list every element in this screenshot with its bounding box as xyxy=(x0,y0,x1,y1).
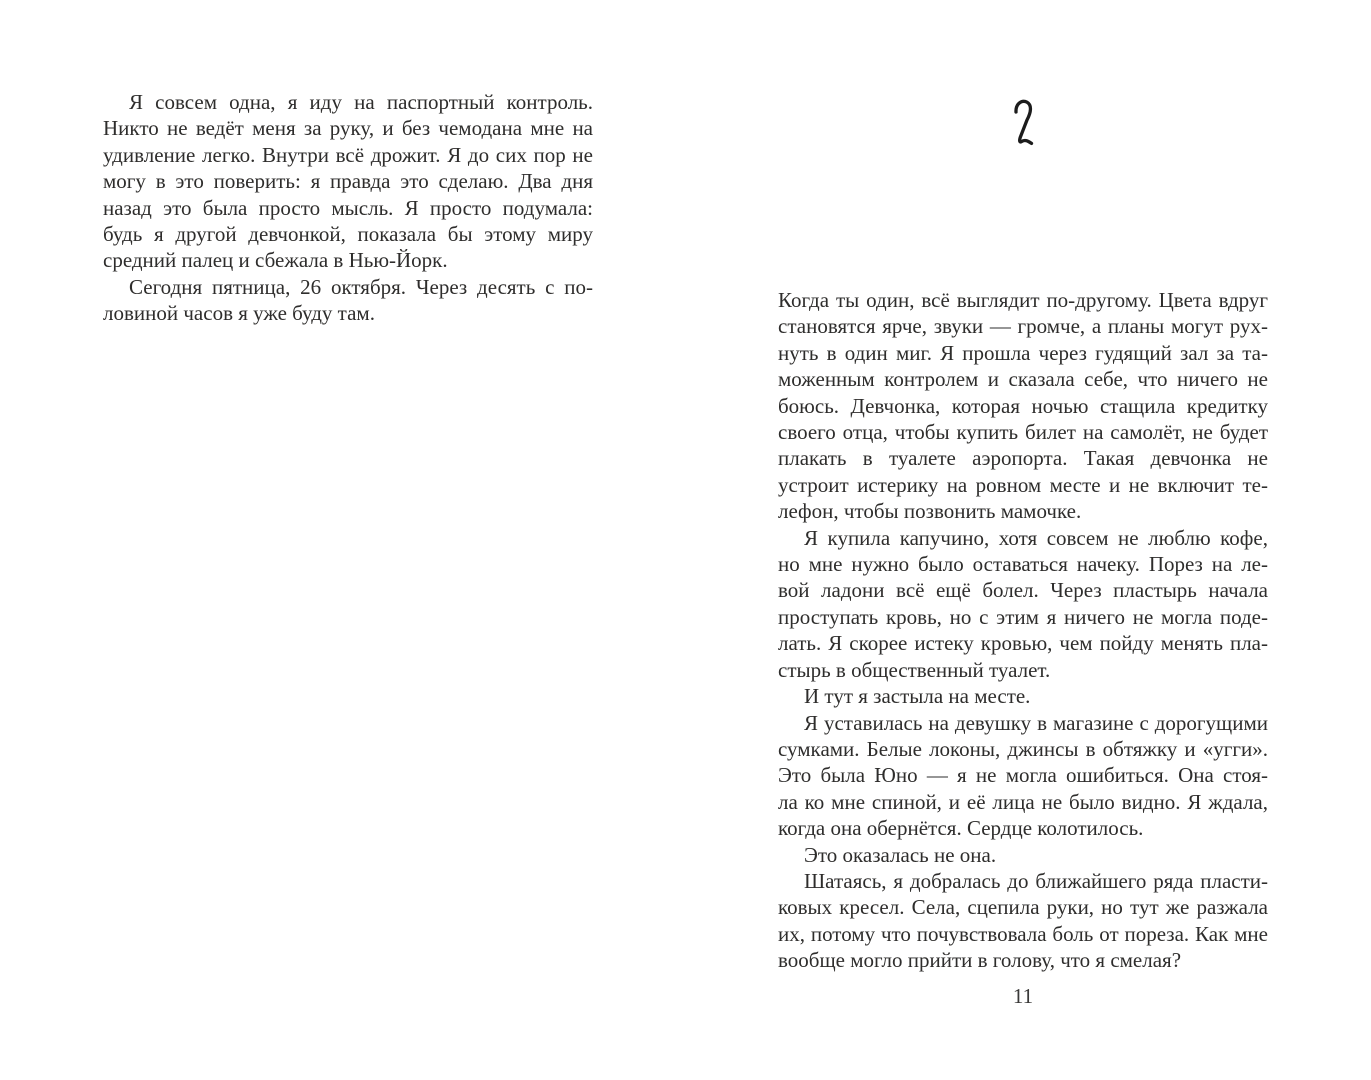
text-line: Шатаясь, я добралась до ближайшего ряда пласти- xyxy=(804,868,1268,893)
text-line: стырь в общественный туалет. xyxy=(778,657,1051,682)
text-line: проступать кровь, но с этим я ничего не могла поде- xyxy=(778,604,1268,629)
text-line: боюсь. Девчонка, которая ночью стащила кредитку xyxy=(778,393,1268,418)
text-line: средний палец и сбежала в Нью-Йорк. xyxy=(103,248,448,273)
page-number: 11 xyxy=(1012,984,1034,1008)
text-line: вой ладони всё ещё болел. Через пластырь начала xyxy=(778,578,1268,603)
text-line: но мне нужно было оставаться начеку. Порез на ле- xyxy=(778,552,1268,577)
text-line: ловиной часов я уже буду там. xyxy=(103,301,375,326)
text-line: могу в это поверить: я правда это сделаю. Два дня xyxy=(103,169,593,194)
text-line: Я купила капучино, хотя совсем не люблю кофе, xyxy=(804,525,1268,550)
text-line: лефон, чтобы позвонить мамочке. xyxy=(778,499,1082,524)
right-page-text xyxy=(778,287,1268,974)
text-line: лать. Я скорее истеку кровью, чем пойду менять пла- xyxy=(778,631,1268,656)
chapter-number xyxy=(778,98,1268,148)
paragraph xyxy=(778,525,1268,683)
text-line: своего отца, чтобы купить билет на самолёт, не будет xyxy=(778,420,1268,445)
text-line: ковых кресел. Села, сцепила руки, но тут же разжала xyxy=(778,895,1268,920)
paragraph xyxy=(103,274,593,327)
text-line: назад это была просто мысль. Я просто подумала: xyxy=(103,195,593,220)
paragraph xyxy=(778,287,1268,525)
text-line: ла ко мне спиной, и её лица не было видно. Я ждала, xyxy=(778,789,1268,814)
text-line: нуть в один миг. Я прошла через гудящий зал за та- xyxy=(778,340,1268,365)
text-line: Это была Юно — я не могла ошибиться. Она стоя- xyxy=(778,763,1268,788)
text-line: Я уставилась на девушку в магазине с дорогущими xyxy=(804,710,1268,735)
text-line: Сегодня пятница, 26 октября. Через десять с по- xyxy=(129,274,593,299)
text-line: Я совсем одна, я иду на паспортный контроль. xyxy=(129,90,593,114)
text-line: Никто не ведёт меня за руку, и без чемодана мне на xyxy=(103,116,593,141)
text-line: И тут я застыла на месте. xyxy=(804,684,1031,709)
paragraph xyxy=(103,89,593,274)
text-line: сумками. Белые локоны, джинсы в обтяжку и «угги». xyxy=(778,736,1268,761)
paragraph xyxy=(778,842,1268,868)
text-line: вообще могло прийти в голову, что я смелая? xyxy=(778,948,1182,973)
paragraph xyxy=(778,683,1268,709)
paragraph xyxy=(778,710,1268,842)
text-line: становятся ярче, звуки — громче, а планы могут рух- xyxy=(778,314,1268,339)
left-page-text xyxy=(103,89,593,327)
text-line: устроит истерику на ровном месте и не включит те- xyxy=(778,472,1268,497)
text-line: их, потому что почувствовала боль от пореза. Как мне xyxy=(778,921,1268,946)
text-line: плакать в туалете аэропорта. Такая девчонка не xyxy=(778,446,1268,471)
handwritten-2-glyph xyxy=(1010,98,1037,148)
paragraph xyxy=(778,868,1268,974)
text-line: Это оказалась не она. xyxy=(804,842,997,867)
text-line: будь я другой девчонкой, показала бы этому миру xyxy=(103,222,593,247)
text-line: когда она обернётся. Сердце колотилось. xyxy=(778,816,1144,841)
text-line: удивление легко. Внутри всё дрожит. Я до сих пор не xyxy=(103,142,593,167)
text-line: моженным контролем и сказала себе, что ничего не xyxy=(778,367,1268,392)
text-line: Когда ты один, всё выглядит по-другому. Цвета вдруг xyxy=(778,288,1268,312)
